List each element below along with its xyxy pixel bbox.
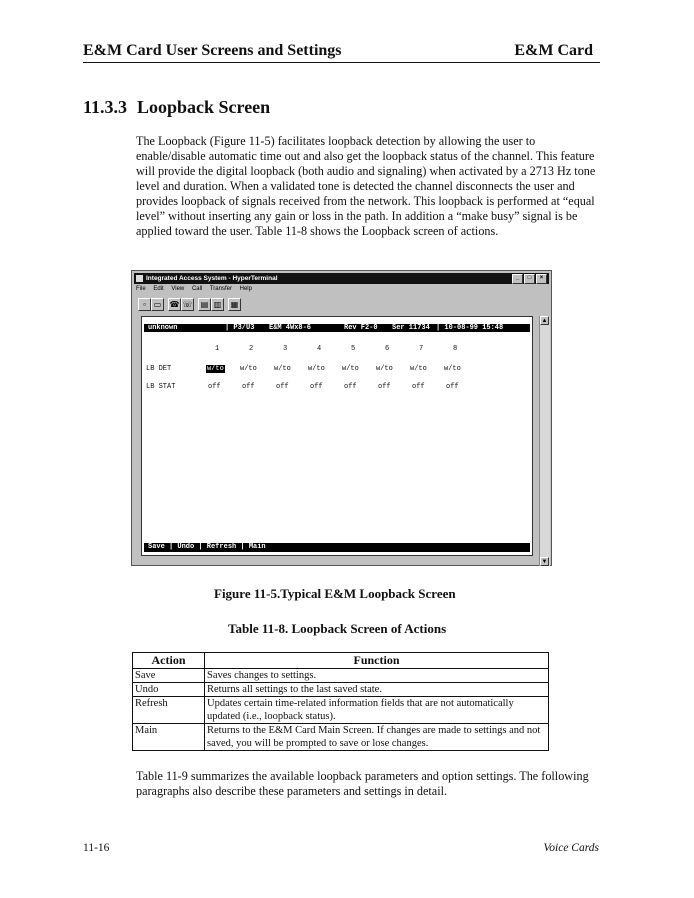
column-header-function: Function <box>205 653 549 669</box>
hyperterminal-window <box>131 270 552 566</box>
close-icon[interactable]: × <box>536 274 547 284</box>
lb-stat-label: LB STAT <box>146 383 176 391</box>
lb-stat-value: off <box>378 383 391 391</box>
function-cell: Returns all settings to the last saved state. <box>205 683 549 697</box>
action-cell: Refresh <box>133 697 205 724</box>
status-datetime: | 10-08-99 15:48 <box>436 324 504 332</box>
lb-stat-value: off <box>242 383 255 391</box>
table-header-row <box>133 653 549 669</box>
action-cell: Save <box>133 669 205 683</box>
lb-det-value[interactable]: w/to <box>444 365 461 373</box>
section-number: 11.3.3 <box>83 97 128 117</box>
channel-number: 4 <box>317 345 322 353</box>
connect-icon[interactable]: ☎ <box>169 300 180 309</box>
scroll-up-icon[interactable]: ▲ <box>541 318 548 324</box>
table-row <box>133 697 549 724</box>
status-rev: Rev F2-0 <box>344 324 378 332</box>
open-icon[interactable]: ▭ <box>151 298 164 311</box>
page-number: 11-16 <box>83 842 110 854</box>
table-row <box>133 724 549 751</box>
send-icon[interactable]: ▤ <box>198 298 211 311</box>
channel-number: 2 <box>249 345 254 353</box>
section-title: Loopback Screen <box>137 97 271 117</box>
menu-call[interactable]: Call <box>191 286 203 292</box>
window-titlebar <box>134 273 549 284</box>
menu-transfer[interactable]: Transfer <box>209 286 232 292</box>
status-slot: | P3/U3 <box>225 324 255 332</box>
footer-chapter: Voice Cards <box>543 842 599 854</box>
menu-edit[interactable]: Edit <box>153 286 164 292</box>
status-line <box>144 324 530 332</box>
table-row <box>133 669 549 683</box>
lb-det-value[interactable]: w/to <box>342 365 359 373</box>
channel-number: 8 <box>453 345 458 353</box>
minimize-icon[interactable]: _ <box>512 274 523 284</box>
status-card: E&M 4Wx8-6 <box>269 324 312 332</box>
lb-det-value[interactable]: w/to <box>240 365 257 373</box>
vertical-scrollbar[interactable] <box>539 316 550 566</box>
maximize-icon[interactable]: □ <box>524 274 535 284</box>
window-title: Integrated Access System - HyperTerminal <box>146 275 278 282</box>
lb-det-value-selected[interactable]: w/to <box>207 365 224 373</box>
actions-table <box>132 652 549 751</box>
channel-number: 7 <box>419 345 424 353</box>
terminal-screen <box>141 316 533 556</box>
app-icon <box>136 275 143 282</box>
lb-stat-value: off <box>208 383 221 391</box>
action-cell: Main <box>133 724 205 751</box>
lb-stat-value: off <box>446 383 459 391</box>
lb-det-value[interactable]: w/to <box>410 365 427 373</box>
channel-number: 6 <box>385 345 390 353</box>
lb-det-value[interactable]: w/to <box>308 365 325 373</box>
column-header-action: Action <box>133 653 205 669</box>
header-section-title: E&M Card User Screens and Settings <box>83 42 342 59</box>
lb-det-value[interactable]: w/to <box>274 365 291 373</box>
scroll-down-icon[interactable]: ▼ <box>541 559 548 565</box>
disconnect-icon[interactable]: ☏ <box>182 300 193 309</box>
lb-stat-value: off <box>412 383 425 391</box>
properties-icon[interactable]: ▦ <box>228 298 241 311</box>
table-row <box>133 683 549 697</box>
lb-stat-value: off <box>276 383 289 391</box>
page-header <box>83 42 600 63</box>
lb-stat-value: off <box>310 383 323 391</box>
menu-help[interactable]: Help <box>239 286 252 292</box>
intro-paragraph: The Loopback (Figure 11-5) facilitates loopback detection by allowing the user to enable/disable automatic time out and also get the loopback status of the channel. This feature will provide the digital loopback (both audio and signaling) when activated by a 2713 Hz tone level and duration. When a validated tone is detected the channel disconnects the user and provides loopback of signals received from the network. This loopback is performed at “equal level” without inserting any gain or loss in the path. In addition a “make busy” signal is be applied toward the user. Table 11-8 shows the Loopback screen of actions. <box>136 134 596 238</box>
lb-stat-value: off <box>344 383 357 391</box>
new-icon[interactable]: ▫ <box>138 298 151 311</box>
channel-number: 3 <box>283 345 288 353</box>
function-cell: Saves changes to settings. <box>205 669 549 683</box>
figure-caption: Figure 11-5.Typical E&M Loopback Screen <box>214 586 456 601</box>
lb-det-label: LB DET <box>146 365 172 373</box>
command-bar[interactable]: Save | Undo | Refresh | Main <box>144 543 530 552</box>
menu-view[interactable]: View <box>171 286 185 292</box>
status-serial: Ser 11734 <box>392 324 430 332</box>
closing-paragraph: Table 11-9 summarizes the available loopback parameters and option settings. The following paragraphs also describe these parameters and settings in detail. <box>136 769 589 798</box>
table-caption: Table 11-8. Loopback Screen of Actions <box>228 621 447 636</box>
channel-number: 5 <box>351 345 356 353</box>
receive-icon[interactable]: ▥ <box>211 298 224 311</box>
function-cell: Updates certain time-related information fields that are not automatically updated (i.e., loopback status). <box>205 697 549 724</box>
status-user: unknown <box>148 324 178 332</box>
action-cell: Undo <box>133 683 205 697</box>
header-chapter-title: E&M Card <box>514 42 593 59</box>
menu-file[interactable]: File <box>136 286 146 292</box>
lb-det-value[interactable]: w/to <box>376 365 393 373</box>
section-heading <box>83 97 270 118</box>
function-cell: Returns to the E&M Card Main Screen. If changes are made to settings and not saved, you will be prompted to save or lose changes. <box>205 724 549 751</box>
menu-bar <box>136 286 258 292</box>
channel-number: 1 <box>215 345 220 353</box>
